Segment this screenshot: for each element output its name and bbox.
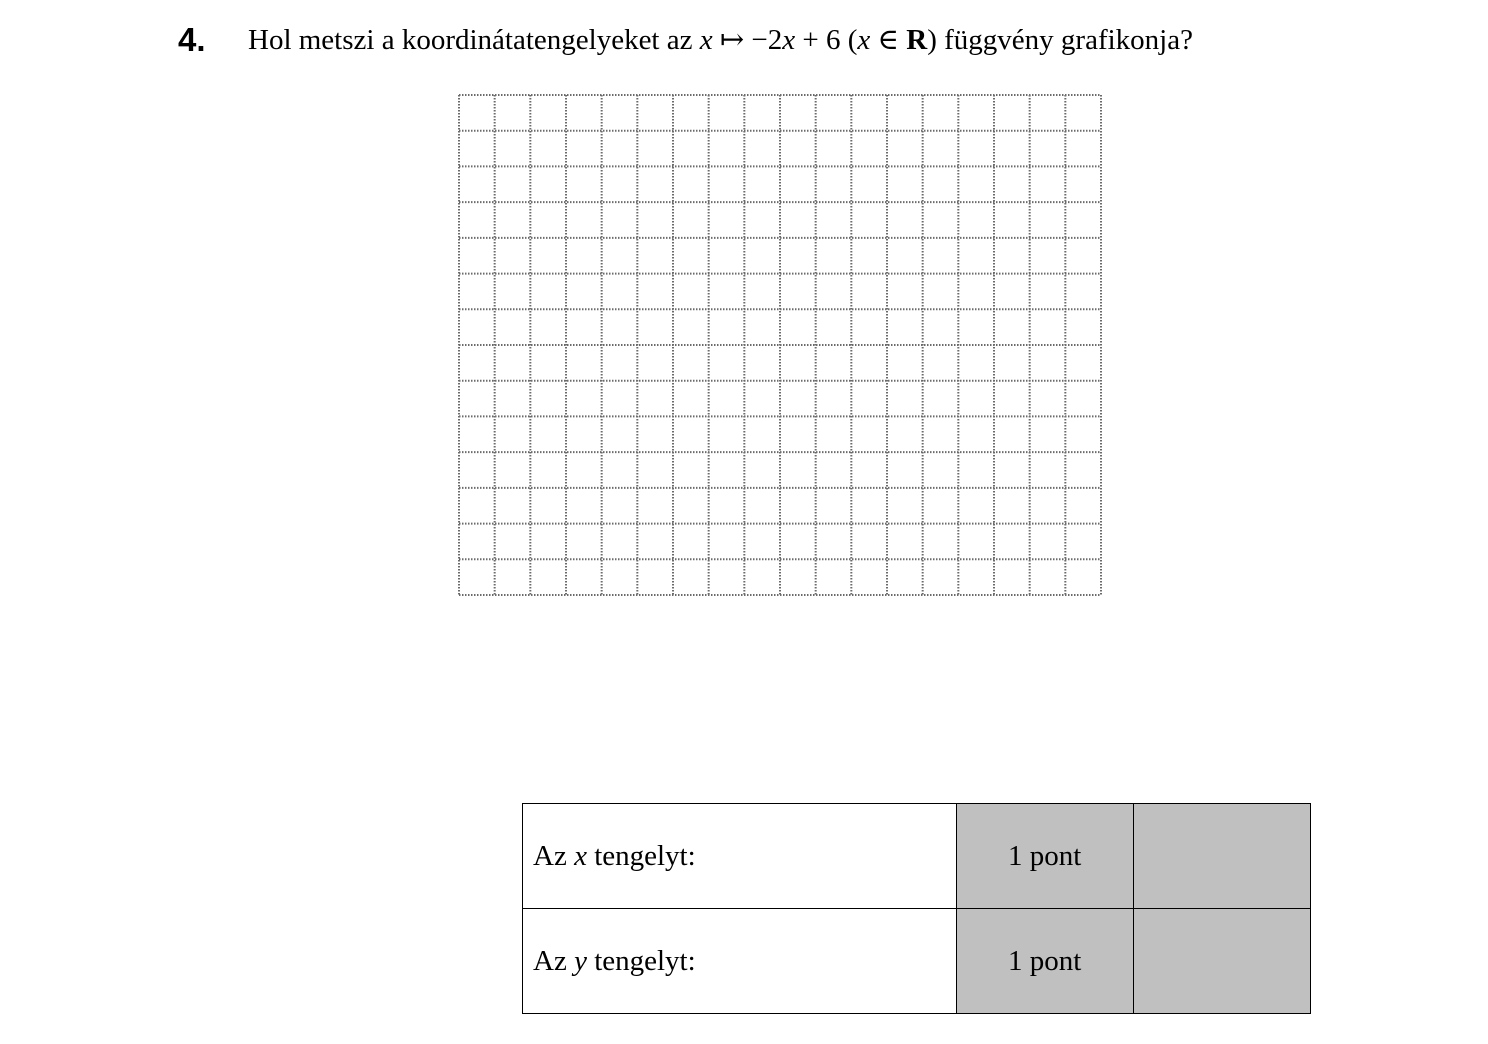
answer-field[interactable]	[523, 909, 957, 1014]
grid-svg	[456, 92, 1104, 598]
row-label-suffix: tengelyt:	[586, 944, 696, 977]
row-label-suffix: tengelyt:	[586, 839, 696, 872]
math-element-of: ∈	[870, 24, 907, 56]
score-blank-cell	[1133, 804, 1310, 909]
answer-field[interactable]	[523, 804, 957, 909]
score-blank-cell	[1133, 909, 1310, 1014]
points-cell: 1 pont	[956, 909, 1133, 1014]
math-var-x: x	[699, 24, 713, 56]
score-table	[522, 803, 1311, 1014]
score-row	[523, 909, 1311, 1014]
row-label-var: x	[574, 839, 587, 872]
row-label-prefix: Az	[533, 944, 575, 977]
row-label-var: y	[574, 944, 587, 977]
points-cell: 1 pont	[956, 804, 1133, 909]
question-tail: függvény grafikonja?	[936, 24, 1193, 56]
question-number: 4.	[178, 21, 206, 58]
answer-grid[interactable]	[456, 92, 1104, 598]
math-real-set: R	[906, 24, 928, 56]
question-text	[248, 18, 1193, 62]
score-row	[523, 804, 1311, 909]
question-lead: Hol metszi a koordinátatengelyeket az	[248, 24, 700, 56]
math-var-x-3: x	[857, 24, 871, 56]
math-plus-six: + 6 (	[795, 24, 858, 56]
math-var-x-2: x	[782, 24, 796, 56]
math-close-paren: )	[927, 24, 937, 56]
row-label-prefix: Az	[533, 839, 575, 872]
math-mapsto: ↦ −2	[712, 24, 783, 56]
